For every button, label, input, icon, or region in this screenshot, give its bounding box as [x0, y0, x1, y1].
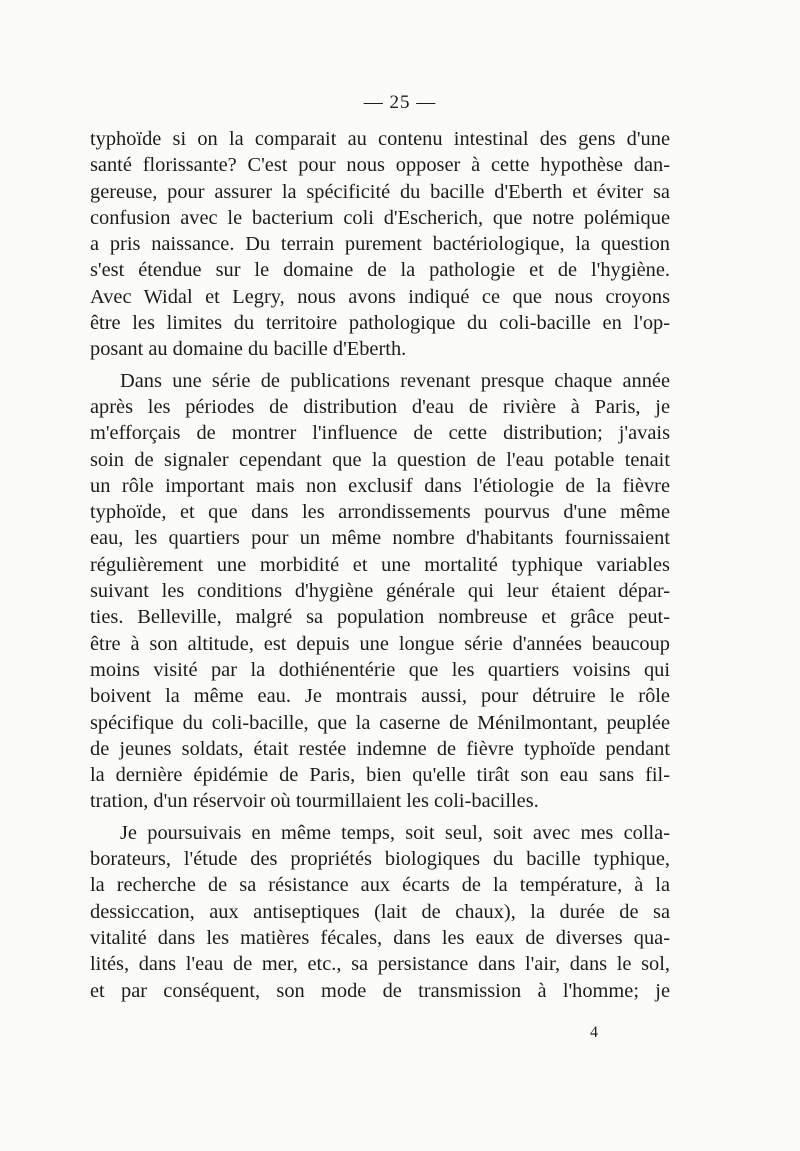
page-number: — 25 —	[363, 92, 437, 113]
paragraph-1	[90, 126, 670, 363]
text-line: Avec Widal et Legry, nous avons indiqué ce que nous croyons	[90, 285, 670, 308]
text-line: soin de signaler cependant que la question de l'eau potable tenait	[90, 448, 670, 471]
text-line: être à son altitude, est depuis une longue série d'années beaucoup	[90, 632, 670, 655]
text-line: un rôle important mais non exclusif dans l'étiologie de la fièvre	[90, 474, 670, 497]
text-line: et par conséquent, son mode de transmission à l'homme; je	[90, 979, 670, 1002]
text-line: suivant les conditions d'hygiène générale qui leur étaient dépar-	[90, 580, 670, 603]
text-line: eau, les quartiers pour un même nombre d'habitants fournissaient	[90, 527, 670, 550]
signature-mark: 4	[590, 1024, 598, 1041]
text-line: confusion avec le bacterium coli d'Escherich, que notre polémique	[90, 206, 670, 229]
text-line: santé florissante? C'est pour nous opposer à cette hypothèse dan-	[90, 154, 670, 177]
text-line: régulièrement une morbidité et une mortalité typhique variables	[90, 553, 670, 576]
text-line: après les périodes de distribution d'eau de rivière à Paris, je	[90, 395, 670, 418]
text-line: dessiccation, aux antiseptiques (lait de chaux), la durée de sa	[90, 900, 670, 923]
text-line: gereuse, pour assurer la spécificité du bacille d'Eberth et éviter sa	[90, 180, 670, 203]
text-line: Dans une série de publications revenant presque chaque année	[120, 369, 670, 392]
text-line: a pris naissance. Du terrain purement bactériologique, la question	[90, 233, 670, 256]
text-line: la recherche de sa résistance aux écarts de la température, à la	[90, 874, 670, 897]
paragraph-3	[90, 820, 670, 1004]
text-line: la dernière épidémie de Paris, bien qu'elle tirât son eau sans fil-	[90, 764, 670, 787]
text-line: boivent la même eau. Je montrais aussi, pour détruire le rôle	[90, 685, 670, 708]
text-line: s'est étendue sur le domaine de la pathologie et de l'hygiène.	[90, 259, 670, 282]
text-line: vitalité dans les matières fécales, dans les eaux de diverses qua-	[90, 926, 670, 949]
text-line: moins visité par la dothiénentérie que les quartiers voisins qui	[90, 658, 670, 681]
text-line: posant au domaine du bacille d'Eberth.	[90, 338, 407, 361]
text-line: Je poursuivais en même temps, soit seul, soit avec mes colla-	[120, 821, 670, 844]
text-line: typhoïde, et que dans les arrondissements pourvus d'une même	[90, 501, 670, 524]
text-line: borateurs, l'étude des propriétés biologiques du bacille typhique,	[90, 848, 670, 871]
text-line: ties. Belleville, malgré sa population nombreuse et grâce peut-	[90, 606, 670, 629]
text-line: tration, d'un réservoir où tourmillaient les coli-bacilles.	[90, 790, 539, 813]
text-line: lités, dans l'eau de mer, etc., sa persistance dans l'air, dans le sol,	[90, 953, 670, 976]
text-line: m'efforçais de montrer l'influence de cette distribution; j'avais	[90, 422, 670, 445]
text-line: spécifique du coli-bacille, que la caserne de Ménilmontant, peuplée	[90, 711, 670, 734]
text-line: de jeunes soldats, était restée indemne de fièvre typhoïde pendant	[90, 737, 670, 760]
text-line: typhoïde si on la comparait au contenu intestinal des gens d'une	[90, 128, 670, 150]
paragraph-2	[90, 368, 670, 815]
body-text	[90, 126, 670, 1004]
text-line: être les limites du territoire pathologique du coli-bacille en l'op-	[90, 312, 670, 335]
